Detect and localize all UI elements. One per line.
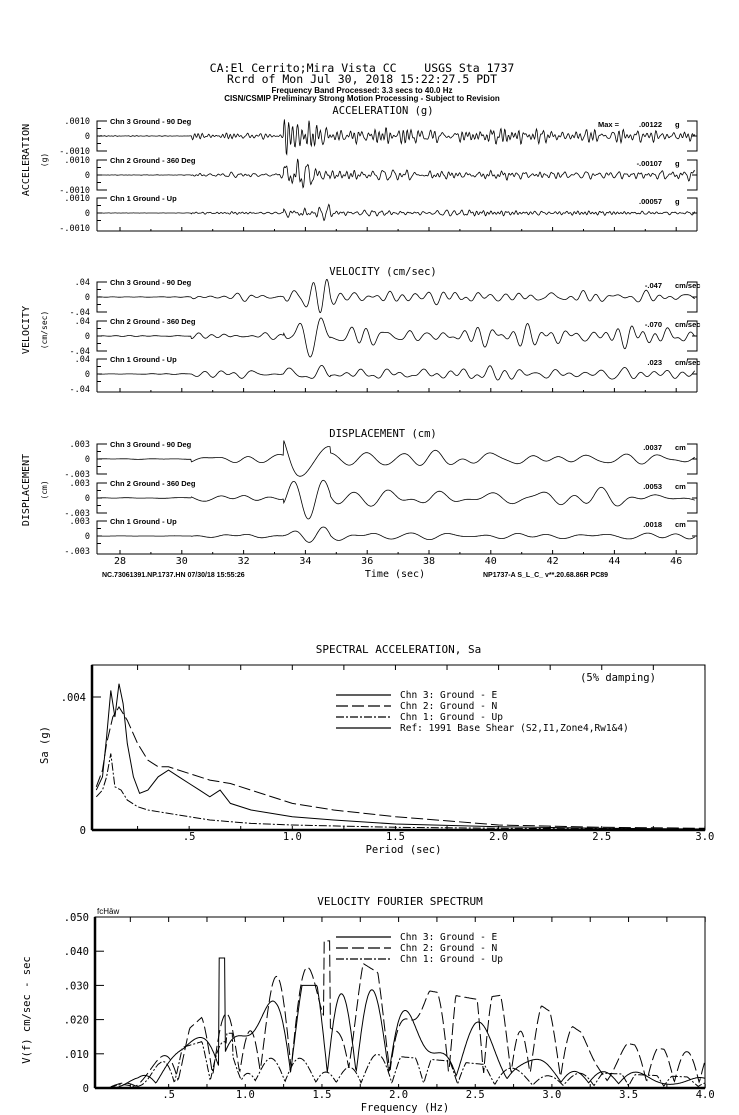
y-tick-top: .04 bbox=[74, 317, 90, 327]
peak-unit: g bbox=[675, 159, 680, 168]
x-tick-label: 4.0 bbox=[695, 1089, 715, 1101]
peak-unit: cm bbox=[675, 520, 686, 529]
y-tick-zero: 0 bbox=[84, 494, 90, 504]
legend-entry: Chn 1: Ground - Up bbox=[400, 954, 503, 965]
panel-title-0: ACCELERATION (g) bbox=[332, 105, 434, 117]
corner-label: fcHāw bbox=[97, 907, 120, 916]
side-unit-1: (cm/sec) bbox=[40, 310, 49, 350]
y-tick-top: .003 bbox=[69, 517, 90, 527]
x-tick-label: 3.0 bbox=[695, 831, 715, 843]
x-tick-label: .5 bbox=[162, 1089, 175, 1101]
time-tick-label: 44 bbox=[608, 556, 621, 567]
time-tick-label: 32 bbox=[237, 556, 250, 567]
y-tick-zero: 0 bbox=[84, 171, 90, 181]
peak-unit: cm/sec bbox=[675, 320, 701, 329]
x-tick-label: .5 bbox=[182, 831, 196, 843]
peak-unit: g bbox=[675, 197, 680, 206]
header-band: Frequency Band Processed: 3.3 secs to 40.0 Hz bbox=[271, 86, 453, 95]
chart-title: VELOCITY FOURIER SPECTRUM bbox=[317, 895, 483, 908]
footer-right: NP1737-A S_L_C_ v**.20.68.86R PC89 bbox=[483, 572, 609, 579]
channel-label: Chn 3 Ground - 90 Deg bbox=[110, 440, 192, 449]
x-tick-label: 2.5 bbox=[465, 1089, 485, 1101]
channel-label: Chn 1 Ground - Up bbox=[110, 355, 177, 364]
channel-axis-left bbox=[97, 198, 107, 231]
x-tick-label: 1.5 bbox=[312, 1089, 332, 1101]
y-tick-zero: 0 bbox=[84, 370, 90, 380]
y-tick-bottom: -.003 bbox=[64, 470, 90, 480]
x-tick-label: 2.0 bbox=[489, 831, 509, 843]
plot-frame-0 bbox=[92, 665, 705, 830]
peak-value: .0053 bbox=[643, 482, 662, 491]
y-tick-zero: 0 bbox=[84, 532, 90, 542]
y-tick-bottom: -.003 bbox=[64, 509, 90, 519]
side-label-0: ACCELERATION bbox=[21, 123, 32, 197]
series-line-2 bbox=[96, 754, 705, 830]
y-tick-label: .030 bbox=[63, 980, 89, 993]
peak-value: .00122 bbox=[639, 120, 662, 129]
side-unit-0: (g) bbox=[40, 152, 49, 168]
time-axis-label: Time (sec) bbox=[364, 569, 426, 580]
y-tick-top: .0010 bbox=[64, 194, 90, 204]
y-axis-label: V(f) cm/sec - sec bbox=[21, 956, 33, 1064]
y-tick-top: .04 bbox=[74, 355, 90, 365]
trace-2-2 bbox=[99, 527, 695, 542]
peak-unit: cm/sec bbox=[675, 281, 701, 290]
channel-axis-right bbox=[687, 521, 697, 554]
x-tick-label: 3.0 bbox=[542, 1089, 562, 1101]
y-tick-zero: 0 bbox=[84, 209, 90, 219]
y-tick-top: .003 bbox=[69, 479, 90, 489]
peak-unit: cm/sec bbox=[675, 358, 701, 367]
peak-value: .023 bbox=[647, 358, 662, 367]
y-tick-label: 0 bbox=[82, 1083, 89, 1095]
y-tick-label: 0 bbox=[79, 825, 86, 837]
legend-entry: Ref: 1991 Base Shear (S2,I1,Zone4,Rw1&4) bbox=[400, 723, 629, 734]
y-tick-label: .020 bbox=[63, 1014, 89, 1027]
peak-value: .00057 bbox=[639, 197, 662, 206]
chart-title: SPECTRAL ACCELERATION, Sa bbox=[315, 643, 482, 656]
side-unit-2: (cm) bbox=[40, 480, 49, 500]
channel-label: Chn 1 Ground - Up bbox=[110, 517, 177, 526]
y-tick-top: .0010 bbox=[64, 117, 90, 127]
y-tick-zero: 0 bbox=[84, 293, 90, 303]
x-tick-label: 1.0 bbox=[282, 831, 302, 843]
header-record: Rcrd of Mon Jul 30, 2018 15:22:27.5 PDT bbox=[226, 72, 498, 86]
y-tick-bottom: -.0010 bbox=[59, 186, 90, 196]
y-tick-zero: 0 bbox=[84, 455, 90, 465]
time-tick-label: 28 bbox=[113, 556, 127, 567]
y-tick-bottom: -.04 bbox=[69, 385, 90, 395]
y-tick-label: .004 bbox=[60, 692, 86, 704]
y-tick-bottom: -.0010 bbox=[59, 147, 90, 157]
peak-value: -.047 bbox=[644, 281, 662, 290]
legend-entry: Chn 1: Ground - Up bbox=[400, 712, 503, 723]
channel-label: Chn 2 Ground - 360 Deg bbox=[110, 317, 196, 326]
channel-label: Chn 3 Ground - 90 Deg bbox=[110, 117, 192, 126]
legend-entry: Chn 2: Ground - N bbox=[400, 701, 498, 712]
trace-1-2 bbox=[99, 365, 695, 380]
y-tick-zero: 0 bbox=[84, 132, 90, 142]
footer-left: NC.73061391.NP.1737.HN 07/30/18 15:55:26 bbox=[102, 572, 245, 579]
y-tick-bottom: -.0010 bbox=[59, 224, 90, 234]
y-tick-top: .003 bbox=[69, 440, 90, 450]
time-tick-label: 46 bbox=[670, 556, 683, 567]
channel-axis-left bbox=[97, 521, 107, 554]
peak-unit: g bbox=[675, 120, 680, 129]
trace-0-2 bbox=[99, 204, 695, 220]
peak-value: -.00107 bbox=[636, 159, 662, 168]
y-tick-label: .050 bbox=[63, 912, 89, 924]
y-tick-bottom: -.003 bbox=[64, 547, 90, 557]
peak-value: -.070 bbox=[644, 320, 662, 329]
x-tick-label: 2.5 bbox=[592, 831, 612, 843]
peak-value: .0037 bbox=[643, 443, 662, 452]
max-prefix: Max = bbox=[598, 120, 620, 129]
time-tick-label: 36 bbox=[361, 556, 374, 567]
channel-label: Chn 1 Ground - Up bbox=[110, 194, 177, 203]
side-label-2: DISPLACEMENT bbox=[21, 453, 32, 527]
y-tick-label: .010 bbox=[63, 1048, 89, 1061]
y-tick-bottom: -.04 bbox=[69, 308, 90, 318]
channel-label: Chn 2 Ground - 360 Deg bbox=[110, 156, 196, 165]
legend-entry: Chn 3: Ground - E bbox=[400, 690, 498, 701]
y-tick-top: .0010 bbox=[64, 156, 90, 166]
peak-unit: cm bbox=[675, 482, 686, 491]
y-tick-bottom: -.04 bbox=[69, 347, 90, 357]
side-label-1: VELOCITY bbox=[21, 305, 32, 355]
legend-entry: Chn 2: Ground - N bbox=[400, 943, 498, 954]
peak-value: .0018 bbox=[643, 520, 662, 529]
time-tick-label: 30 bbox=[175, 556, 188, 567]
y-tick-top: .04 bbox=[74, 278, 90, 288]
peak-unit: cm bbox=[675, 443, 686, 452]
x-tick-label: 3.5 bbox=[619, 1089, 639, 1101]
x-axis-label: Period (sec) bbox=[365, 844, 442, 856]
header-station: CA:El Cerrito;Mira Vista CC USGS Sta 1737 bbox=[209, 61, 515, 75]
channel-label: Chn 2 Ground - 360 Deg bbox=[110, 479, 196, 488]
y-tick-zero: 0 bbox=[84, 332, 90, 342]
x-tick-label: 1.0 bbox=[235, 1089, 255, 1101]
channel-axis-right bbox=[687, 198, 697, 231]
panel-title-2: DISPLACEMENT (cm) bbox=[329, 428, 437, 440]
time-tick-label: 38 bbox=[422, 556, 436, 567]
x-axis-label: Frequency (Hz) bbox=[360, 1102, 450, 1114]
x-tick-label: 1.5 bbox=[385, 831, 405, 843]
time-tick-label: 42 bbox=[546, 556, 559, 567]
channel-axis-left bbox=[97, 359, 107, 392]
header-disclaimer: CISN/CSMIP Preliminary Strong Motion Processing - Subject to Revision bbox=[224, 94, 500, 103]
y-tick-label: .040 bbox=[63, 946, 89, 959]
channel-label: Chn 3 Ground - 90 Deg bbox=[110, 278, 192, 287]
time-tick-label: 40 bbox=[484, 556, 497, 567]
time-tick-label: 34 bbox=[299, 556, 312, 567]
panel-title-1: VELOCITY (cm/sec) bbox=[329, 266, 437, 278]
x-tick-label: 2.0 bbox=[389, 1089, 409, 1101]
legend-entry: Chn 3: Ground - E bbox=[400, 932, 498, 943]
damping-annotation: (5% damping) bbox=[580, 672, 656, 684]
y-axis-label: Sa (g) bbox=[39, 726, 51, 764]
